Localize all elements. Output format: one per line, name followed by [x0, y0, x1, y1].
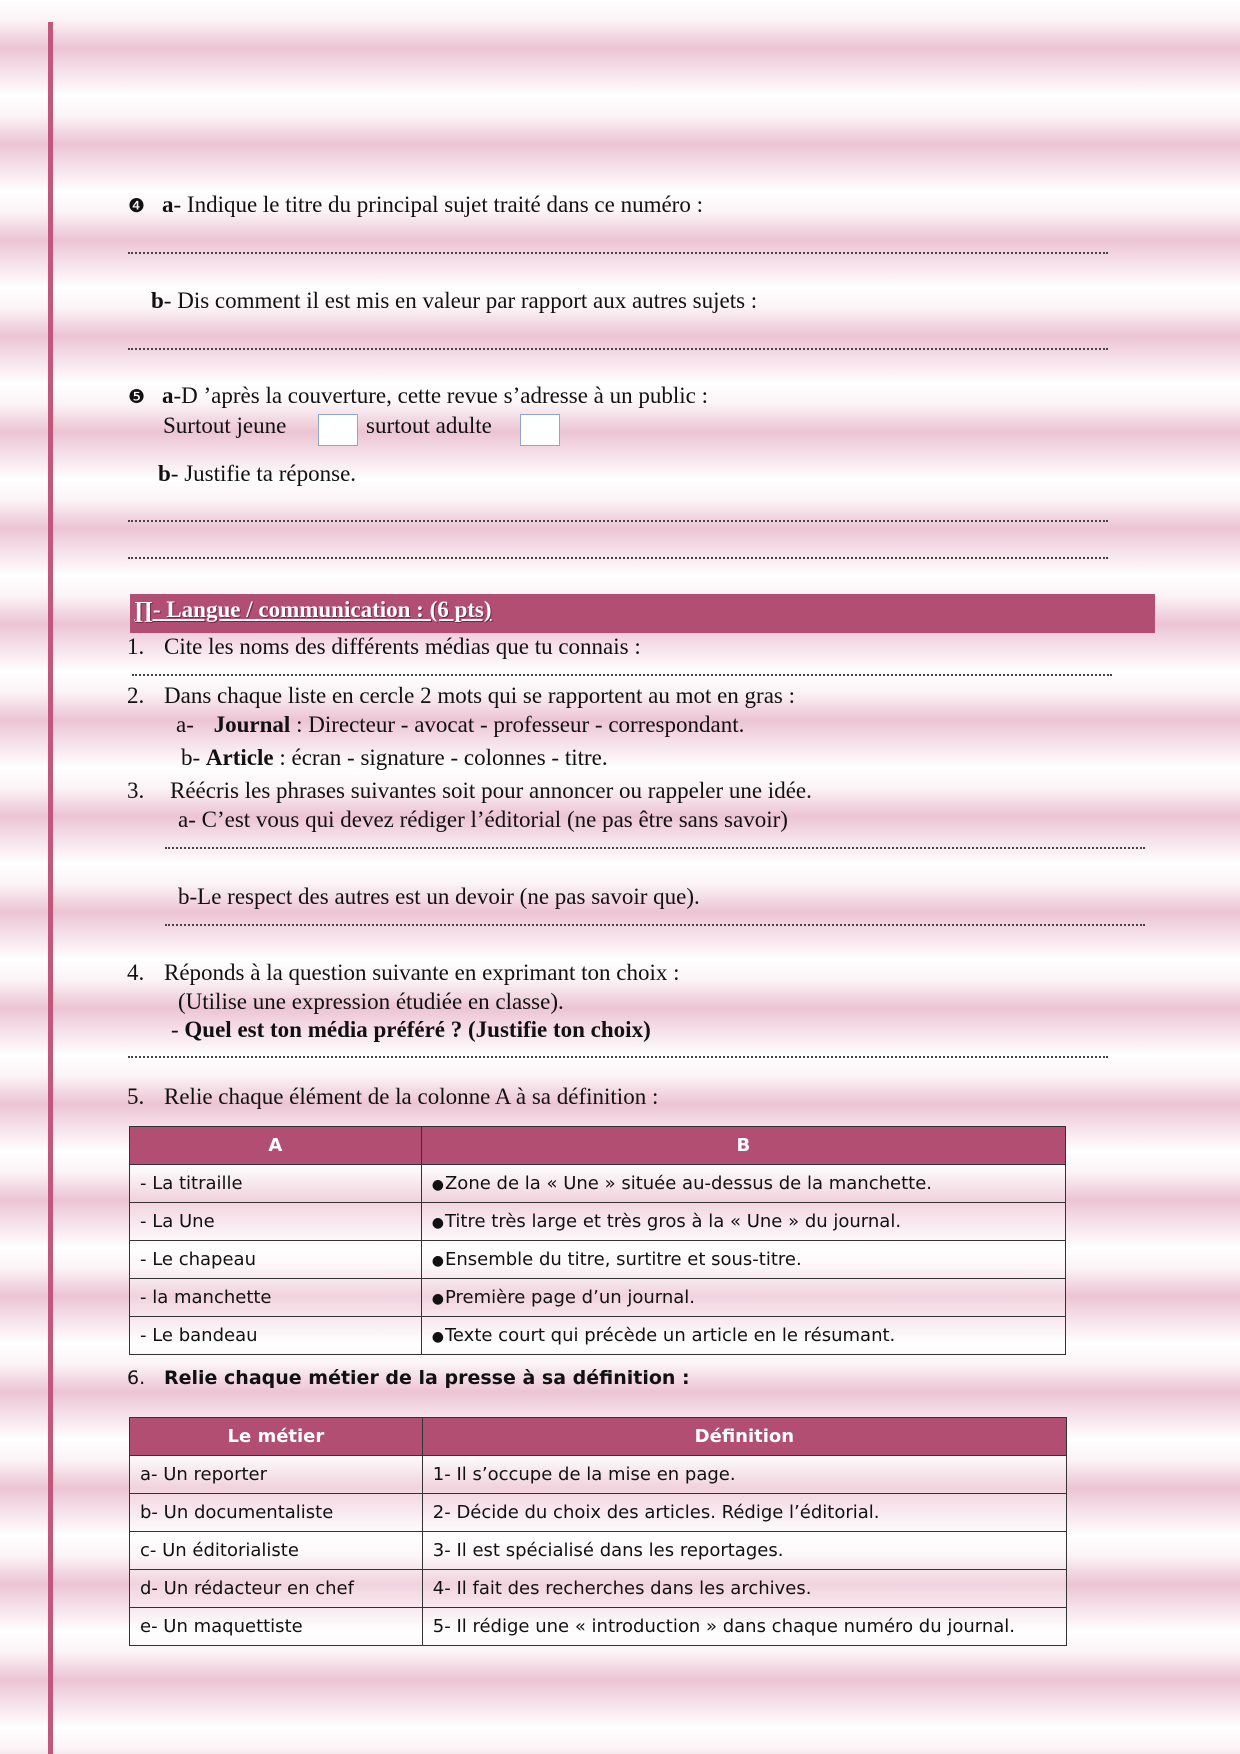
definition-cell[interactable]: 3- Il est spécialisé dans les reportages.	[422, 1532, 1066, 1570]
q5-b-line	[158, 461, 356, 487]
profession-cell[interactable]: d- Un rédacteur en chef	[130, 1570, 423, 1608]
item-2-a-word: Journal	[213, 712, 291, 737]
answer-line-item1[interactable]	[132, 674, 1112, 676]
item-4-question-prefix: -	[171, 1017, 185, 1042]
q4-marker: ❹	[128, 195, 146, 217]
profession-cell[interactable]: e- Un maquettiste	[130, 1608, 423, 1646]
definition-cell[interactable]: 1- Il s’occupe de la mise en page.	[422, 1456, 1066, 1494]
table-row	[130, 1494, 1067, 1532]
table-row	[130, 1203, 1066, 1241]
definition-cell[interactable]	[421, 1317, 1065, 1355]
q5-marker: ❺	[128, 386, 146, 408]
table-row	[130, 1608, 1067, 1646]
definition-cell[interactable]	[421, 1241, 1065, 1279]
table-header-row	[130, 1127, 1066, 1165]
profession-cell[interactable]: a- Un reporter	[130, 1456, 423, 1494]
item-2-b-line	[181, 745, 608, 771]
table-row	[130, 1241, 1066, 1279]
profession-cell[interactable]: c- Un éditorialiste	[130, 1532, 423, 1570]
matching-table-professions	[129, 1417, 1067, 1646]
item-2-a-line	[176, 712, 744, 738]
answer-line-q4b[interactable]	[128, 348, 1108, 350]
answer-line-q5b-2[interactable]	[128, 557, 1108, 559]
section-title: ∏- Langue / communication : (6 pts)	[134, 597, 492, 622]
definition-text: Titre très large et très gros à la « Une » du journal.	[444, 1211, 902, 1232]
answer-line-item3b[interactable]	[165, 924, 1145, 926]
answer-line-item3a[interactable]	[165, 847, 1145, 849]
item-6-num: 6.	[127, 1367, 146, 1389]
column-header-b: B	[421, 1127, 1065, 1165]
item-4-question-line	[171, 1017, 651, 1043]
item-4-num: 4.	[127, 960, 145, 985]
definition-cell[interactable]: 4- Il fait des recherches dans les archives.	[422, 1570, 1066, 1608]
item-1-text: Cite les noms des différents médias que tu connais :	[164, 634, 641, 659]
column-header-definition: Définition	[422, 1418, 1066, 1456]
checkbox-adult[interactable]	[520, 414, 560, 446]
q4-b-label: b	[151, 288, 164, 313]
bullet-icon: ●	[431, 1177, 444, 1193]
definition-text: Première page d’un journal.	[444, 1287, 696, 1308]
table-row	[130, 1165, 1066, 1203]
matching-table-columns	[129, 1126, 1066, 1355]
item-2-b-rest: : écran - signature - colonnes - titre.	[273, 745, 608, 770]
q4-b-text: - Dis comment il est mis en valeur par rapport aux autres sujets :	[163, 288, 758, 313]
table-row	[130, 1532, 1067, 1570]
item-2-a-rest: : Directeur - avocat - professeur - correspondant.	[290, 712, 745, 737]
item-5-text: Relie chaque élément de la colonne A à sa définition :	[164, 1084, 659, 1109]
q4-a-line	[128, 192, 703, 218]
bullet-icon: ●	[431, 1215, 444, 1231]
definition-text: Zone de la « Une » située au-dessus de la manchette.	[444, 1173, 932, 1194]
item-2-a-prefix: a-	[176, 712, 194, 737]
q5-b-text: - Justifie ta réponse.	[170, 461, 357, 486]
answer-line-q4a[interactable]	[128, 252, 1108, 254]
item-4-question: Quel est ton média préféré ? (Justifie ton choix)	[184, 1017, 651, 1042]
item-6-text: Relie chaque métier de la presse à sa définition :	[164, 1367, 690, 1389]
definition-cell[interactable]: 5- Il rédige une « introduction » dans chaque numéro du journal.	[422, 1608, 1066, 1646]
column-header-a: A	[130, 1127, 422, 1165]
item-2-b-word: Article	[205, 745, 274, 770]
column-header-profession: Le métier	[130, 1418, 423, 1456]
definition-cell[interactable]	[421, 1279, 1065, 1317]
definition-cell[interactable]: 2- Décide du choix des articles. Rédige l’éditorial.	[422, 1494, 1066, 1532]
table-row	[130, 1317, 1066, 1355]
q4-b-line	[151, 288, 757, 314]
definition-text: Ensemble du titre, surtitre et sous-titre.	[444, 1249, 802, 1270]
answer-line-item4[interactable]	[128, 1056, 1108, 1058]
item-5-num: 5.	[127, 1084, 145, 1109]
table-row	[130, 1570, 1067, 1608]
q4-a-label: a	[162, 192, 174, 217]
table-header-row	[130, 1418, 1067, 1456]
q4-a-text: - Indique le titre du principal sujet traité dans ce numéro :	[173, 192, 703, 217]
item-1-num: 1.	[127, 634, 145, 659]
q5-option-adult: surtout adulte	[366, 413, 492, 438]
left-margin-rule	[48, 22, 53, 1754]
q5-a-text: -D ’après la couverture, cette revue s’adresse à un public :	[173, 383, 709, 408]
table-row	[130, 1456, 1067, 1494]
item-4-text: Réponds à la question suivante en exprimant ton choix :	[164, 960, 680, 985]
bullet-icon: ●	[431, 1329, 444, 1345]
answer-line-q5b-1[interactable]	[128, 520, 1108, 522]
item-3-num: 3.	[127, 778, 145, 803]
item-3-a: a- C’est vous qui devez rédiger l’éditorial (ne pas être sans savoir)	[178, 807, 788, 832]
term-cell[interactable]: - La Une	[130, 1203, 422, 1241]
profession-cell[interactable]: b- Un documentaliste	[130, 1494, 423, 1532]
item-3-text: Réécris les phrases suivantes soit pour annoncer ou rappeler une idée.	[170, 778, 812, 803]
q5-a-label: a	[162, 383, 174, 408]
item-3-b: b-Le respect des autres est un devoir (ne pas savoir que).	[178, 884, 700, 909]
bullet-icon: ●	[431, 1291, 444, 1307]
q5-b-label: b	[158, 461, 171, 486]
q5-a-line	[128, 383, 708, 409]
bullet-icon: ●	[431, 1253, 444, 1269]
term-cell[interactable]: - La titraille	[130, 1165, 422, 1203]
item-4-sub: (Utilise une expression étudiée en classe).	[178, 989, 564, 1014]
checkbox-young[interactable]	[318, 414, 358, 446]
table-row	[130, 1279, 1066, 1317]
q5-option-young: Surtout jeune	[163, 413, 287, 438]
item-2-b-prefix: b-	[181, 745, 201, 770]
term-cell[interactable]: - Le bandeau	[130, 1317, 422, 1355]
definition-text: Texte court qui précède un article en le résumant.	[444, 1325, 896, 1346]
item-2-num: 2.	[127, 683, 145, 708]
term-cell[interactable]: - la manchette	[130, 1279, 422, 1317]
definition-cell[interactable]	[421, 1203, 1065, 1241]
section-banner	[130, 594, 1155, 633]
term-cell[interactable]: - Le chapeau	[130, 1241, 422, 1279]
definition-cell[interactable]	[421, 1165, 1065, 1203]
item-2-text: Dans chaque liste en cercle 2 mots qui se rapportent au mot en gras :	[164, 683, 796, 708]
